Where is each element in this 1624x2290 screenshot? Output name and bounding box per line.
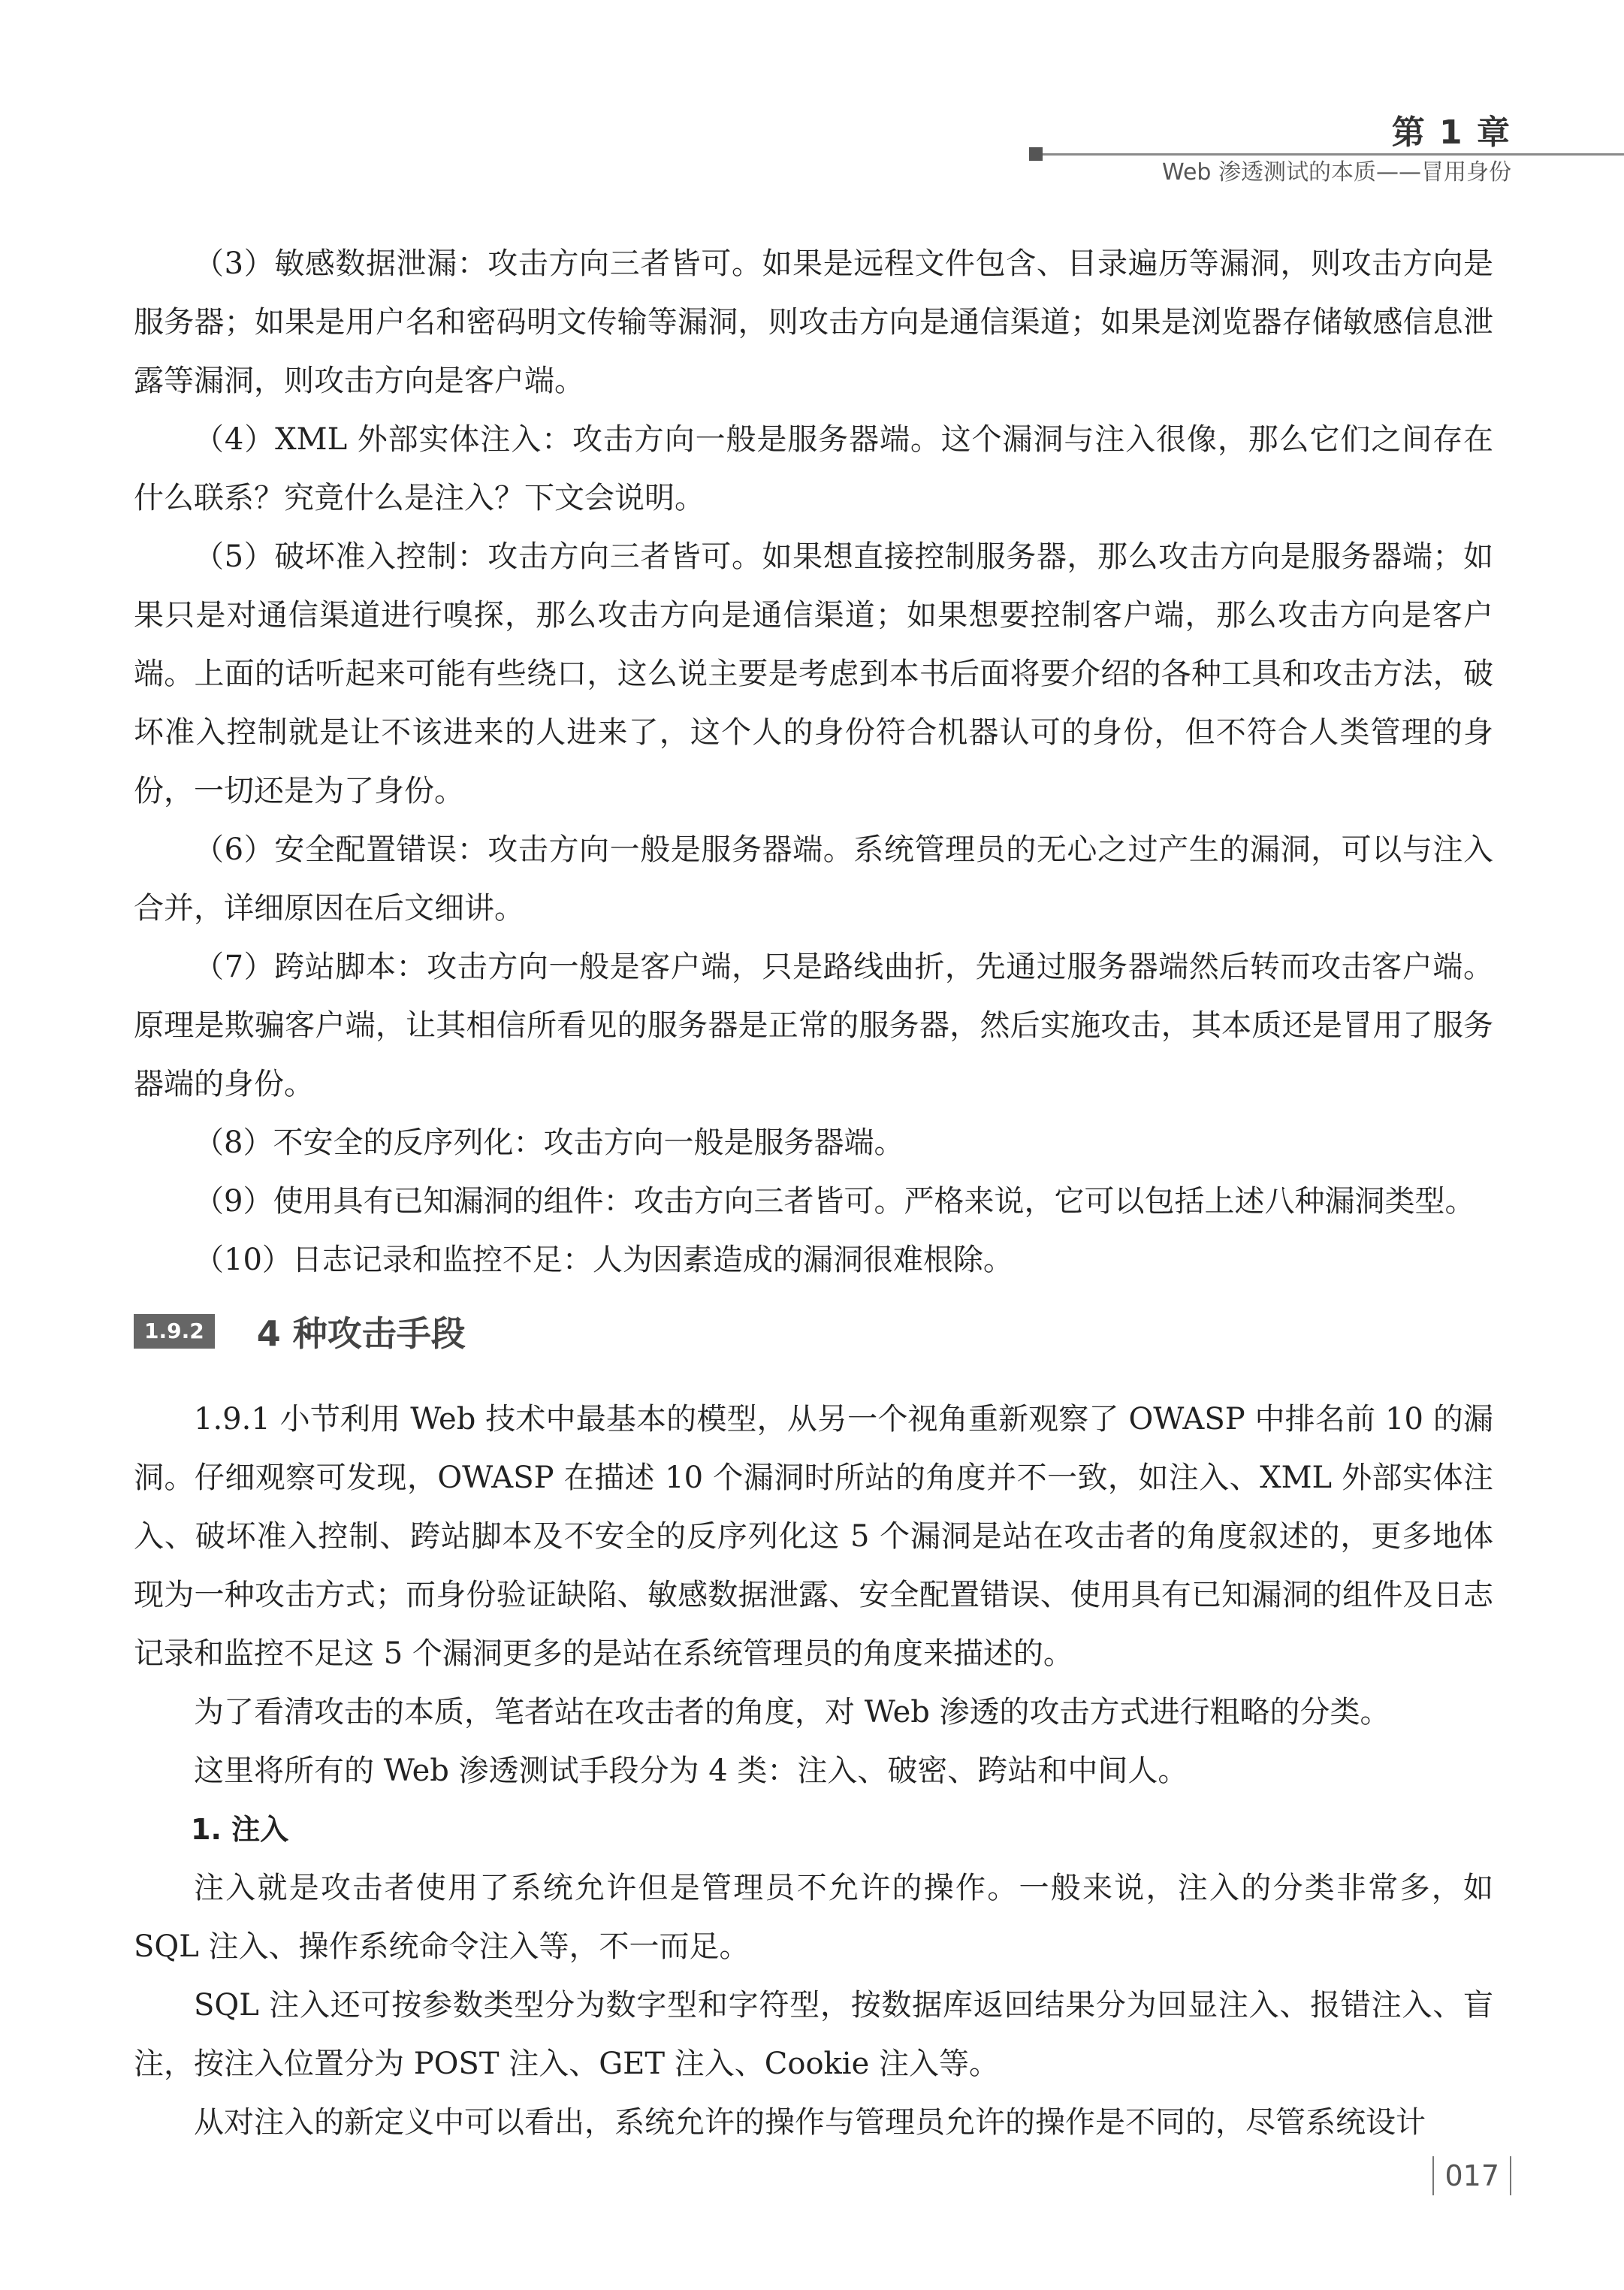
paragraph-item-10: （10）日志记录和监控不足：人为因素造成的漏洞很难根除。 xyxy=(194,1243,1013,1277)
paragraph-item-8: （8）不安全的反序列化：攻击方向一般是服务器端。 xyxy=(194,1125,904,1160)
paragraph: SQL 注入还可按参数类型分为数字型和字符型，按数据库返回结果分为回显注入、报错注入、盲注，按注入位置分为 POST 注入、GET 注入、Cookie 注入等。 xyxy=(134,1988,1493,2081)
paragraph-item-5: （5）破坏准入控制：攻击方向三者皆可。如果想直接控制服务器，那么攻击方向是服务器端；如果只是对通信渠道进行嗅探，那么攻击方向是通信渠道；如果想要控制客户端，那么攻击方向是客户端。上面的话听起来可能有些绕口，这么说主要是考虑到本书后面将要介绍的各种工具和攻击方法，破坏准入控制就是让不该进来的人进来了，这个人的身份符合机器认可的身份，但不符合人类管理的身份，一切还是为了身份。 xyxy=(134,539,1493,808)
paragraph: 1.9.1 小节利用 Web 技术中最基本的模型，从另一个视角重新观察了 OWASP 中排名前 10 的漏洞。仔细观察可发现，OWASP 在描述 10 个漏洞时所站的角度并不一致，如注入、XML 外部实体注入、破坏准入控制、跨站脚本及不安全的反序列化这 5 个漏洞是站在攻击者的角度叙述的，更多地体现为一种攻击方式；而身份验证缺陷、敏感数据泄露、安全配置错误、使用具有已知漏洞的组件及日志记录和监控不足这 5 个漏洞更多的是站在系统管理员的角度来描述的。 xyxy=(134,1402,1493,1671)
subheading-injection: 1. 注入 xyxy=(191,1813,289,1846)
paragraph: 注入就是攻击者使用了系统允许但是管理员不允许的操作。一般来说，注入的分类非常多，如 SQL 注入、操作系统命令注入等，不一而足。 xyxy=(134,1871,1493,1964)
paragraph-item-7: （7）跨站脚本：攻击方向一般是客户端，只是路线曲折，先通过服务器端然后转而攻击客户端。原理是欺骗客户端，让其相信所看见的服务器是正常的服务器，然后实施攻击，其本质还是冒用了服务器端的身份。 xyxy=(134,950,1493,1101)
section-title: 4 种攻击手段 xyxy=(256,1313,466,1354)
section-number-badge: 1.9.2 xyxy=(134,1314,215,1349)
header-rule-marker xyxy=(1029,147,1043,161)
chapter-label: 第 1 章 xyxy=(1391,113,1511,152)
paragraph-item-3: （3）敏感数据泄漏：攻击方向三者皆可。如果是远程文件包含、目录遍历等漏洞，则攻击方向是服务器；如果是用户名和密码明文传输等漏洞，则攻击方向是通信渠道；如果是浏览器存储敏感信息泄露等漏洞，则攻击方向是客户端。 xyxy=(134,246,1493,398)
paragraph: 这里将所有的 Web 渗透测试手段分为 4 类：注入、破密、跨站和中间人。 xyxy=(194,1754,1188,1788)
body-text-bottom xyxy=(134,1390,1493,2152)
paragraph-item-9: （9）使用具有已知漏洞的组件：攻击方向三者皆可。严格来说，它可以包括上述八种漏洞类型。 xyxy=(194,1184,1475,1219)
paragraph: 从对注入的新定义中可以看出，系统允许的操作与管理员允许的操作是不同的，尽管系统设计 xyxy=(194,2105,1426,2140)
paragraph-item-4: （4）XML 外部实体注入：攻击方向一般是服务器端。这个漏洞与注入很像，那么它们之间存在什么联系？究竟什么是注入？下文会说明。 xyxy=(134,422,1493,515)
paragraph-item-6: （6）安全配置错误：攻击方向一般是服务器端。系统管理员的无心之过产生的漏洞，可以与注入合并，详细原因在后文细讲。 xyxy=(134,832,1493,926)
running-header xyxy=(0,0,1624,195)
page-number: 017 xyxy=(1432,2156,1511,2195)
chapter-subtitle: Web 渗透测试的本质——冒用身份 xyxy=(1162,159,1511,186)
body-text-top xyxy=(134,234,1493,1289)
paragraph: 为了看清攻击的本质，笔者站在攻击者的角度，对 Web 渗透的攻击方式进行粗略的分类。 xyxy=(194,1695,1390,1730)
section-heading xyxy=(134,1301,466,1361)
